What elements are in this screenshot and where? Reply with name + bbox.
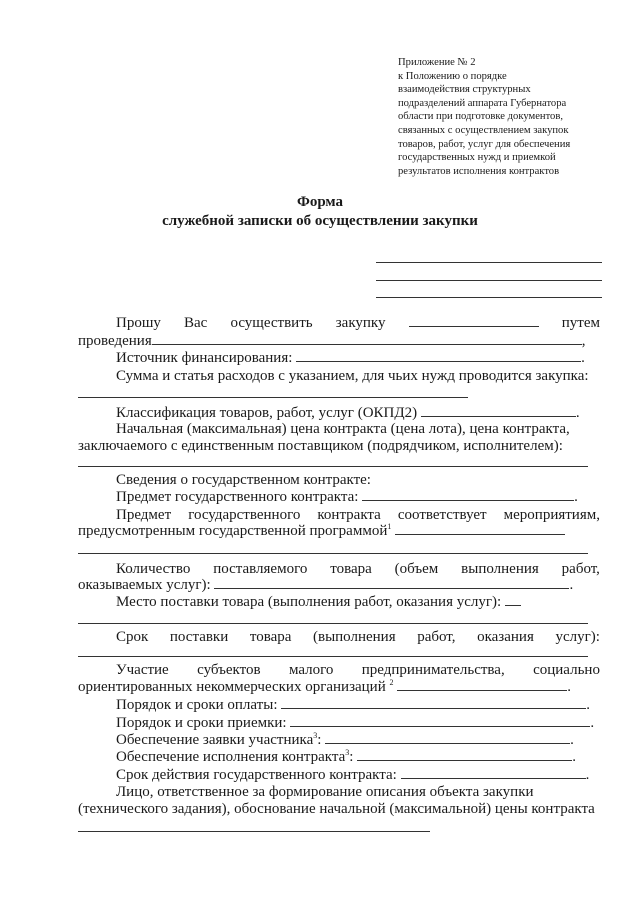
sme-participation-field[interactable] xyxy=(397,678,567,691)
appendix-line: области при подготовке документов, xyxy=(398,111,564,123)
appendix-line: Приложение № 2 xyxy=(398,57,476,68)
participation-word: субъектов xyxy=(197,662,261,678)
appendix-line: связанных с осуществлением закупок xyxy=(398,124,569,136)
quantity-word: Количество xyxy=(116,561,191,577)
responsible-line: Лицо, ответственное за формирование описания объекта закупки xyxy=(116,784,534,800)
corresponds-word: государственного xyxy=(188,507,301,523)
contract-subject-label: Предмет государственного контракта: xyxy=(116,489,359,505)
funding-source-label: Источник финансирования: xyxy=(116,350,293,366)
contract-security-field[interactable] xyxy=(357,748,572,761)
okpd2-field[interactable] xyxy=(421,404,576,417)
program-field[interactable] xyxy=(395,522,565,535)
program-label: предусмотренным государственной программой xyxy=(78,523,388,539)
term-word: услуг): xyxy=(555,629,600,645)
noncommercial-label: ориентированных некоммерческих организаций xyxy=(78,679,386,695)
appendix-line: взаимодействия структурных xyxy=(398,84,531,96)
acceptance-terms-label: Порядок и сроки приемки: xyxy=(116,715,287,731)
contract-info-heading: Сведения о государственном контракте: xyxy=(116,472,371,488)
footnote-mark: 3 xyxy=(345,748,350,757)
quantity-word: поставляемого xyxy=(213,561,308,577)
contract-security-line: Обеспечение исполнения контракта$^3$: . xyxy=(116,748,576,765)
conduct-label: проведения xyxy=(78,333,152,349)
request-word: путем xyxy=(561,315,600,331)
delivery-place-label: Место поставки товара (выполнения работ, оказания услуг): xyxy=(116,594,502,610)
request-word: закупку xyxy=(335,315,386,331)
program-line xyxy=(78,522,600,540)
services-line: оказываемых услуг): . xyxy=(78,577,574,593)
appendix-line: товаров, работ, услуг для обеспечения xyxy=(398,138,571,150)
funding-source-field[interactable] xyxy=(296,349,581,362)
request-word: Вас xyxy=(184,315,208,331)
contract-subject-line: Предмет государственного контракта: . xyxy=(116,489,578,505)
footnote-mark: 2 xyxy=(389,678,394,687)
responsible-line: (технического задания), обоснование начальной (максимальной) цены контракта xyxy=(78,801,595,817)
term-word: (выполнения xyxy=(313,629,396,645)
payment-terms-field[interactable] xyxy=(281,696,586,709)
funding-line: Источник финансирования: . xyxy=(116,350,585,366)
initial-price-line: Начальная (максимальная) цена контракта (цена лота), цена контракта, xyxy=(116,421,570,437)
term-word: оказания xyxy=(477,629,534,645)
bid-security-label: Обеспечение заявки участника xyxy=(116,732,314,748)
appendix-line: к Положению о порядке xyxy=(398,70,507,82)
participation-word: малого xyxy=(288,662,334,678)
conduct-line: проведения , xyxy=(78,333,586,349)
request-word: осуществить xyxy=(230,315,313,331)
bid-security-line: Обеспечение заявки участника$^3$: . xyxy=(116,731,574,748)
appendix-line: результатов исполнения контрактов xyxy=(398,165,560,177)
acceptance-terms-field[interactable] xyxy=(290,714,590,727)
responsible-person-field[interactable] xyxy=(78,831,430,832)
appendix-line: подразделений аппарата Губернатора xyxy=(398,97,567,109)
contract-validity-line: Срок действия государственного контракта: . xyxy=(116,767,590,783)
corresponds-word: контракта xyxy=(317,507,381,523)
services-label: оказываемых услуг): xyxy=(78,577,211,593)
classification-label: Классификация товаров, работ, услуг (ОКПД2) xyxy=(116,405,418,421)
classification-line: Классификация товаров, работ, услуг (ОКПД2) . xyxy=(116,405,580,421)
acceptance-line: Порядок и сроки приемки: . xyxy=(116,715,595,731)
program-field-continued[interactable] xyxy=(78,553,588,554)
contract-validity-field[interactable] xyxy=(401,766,586,779)
corresponds-word: мероприятиям, xyxy=(503,507,600,523)
amount-field[interactable] xyxy=(78,397,468,398)
addressee-line[interactable] xyxy=(376,262,602,263)
initial-price-line: заключаемого с единственным поставщиком (подрядчиком, исполнителем): xyxy=(78,438,563,454)
addressee-line[interactable] xyxy=(376,280,602,281)
delivery-place-field-continued[interactable] xyxy=(78,623,588,624)
corresponds-word: соответствует xyxy=(397,507,487,523)
request-line xyxy=(116,314,600,332)
delivery-place-line xyxy=(116,593,638,611)
request-word: Прошу xyxy=(116,315,161,331)
procurement-method-field[interactable] xyxy=(152,332,582,345)
term-word: Срок xyxy=(116,629,149,645)
contract-security-label: Обеспечение исполнения контракта xyxy=(116,749,346,765)
payment-terms-label: Порядок и сроки оплаты: xyxy=(116,697,278,713)
delivery-place-field[interactable] xyxy=(505,593,521,606)
contract-validity-label: Срок действия государственного контракта: xyxy=(116,767,397,783)
footnote-mark: 1 xyxy=(387,522,392,531)
quantity-field[interactable] xyxy=(214,576,569,589)
term-word: работ, xyxy=(417,629,456,645)
contract-subject-field[interactable] xyxy=(362,488,574,501)
noncommercial-line: ориентированных некоммерческих организаций $^2$ . xyxy=(78,678,571,695)
participation-line xyxy=(116,661,600,679)
appendix-line: государственных нужд и приемкой xyxy=(398,152,556,164)
purchase-object-field[interactable] xyxy=(409,314,539,327)
footnote-mark: 3 xyxy=(313,731,318,740)
term-field[interactable] xyxy=(78,656,588,657)
appendix-note xyxy=(398,56,623,178)
initial-price-field[interactable] xyxy=(78,466,588,467)
quantity-word: (объем xyxy=(394,561,439,577)
form-title: Форма xyxy=(296,194,344,210)
bid-security-field[interactable] xyxy=(325,731,570,744)
participation-word: Участие xyxy=(116,662,169,678)
participation-word: предпринимательства, xyxy=(361,662,505,678)
participation-word: социально xyxy=(533,662,600,678)
quantity-word: выполнения xyxy=(461,561,539,577)
term-line xyxy=(116,628,600,646)
term-word: товара xyxy=(249,629,292,645)
quantity-word: работ, xyxy=(561,561,600,577)
addressee-line[interactable] xyxy=(376,297,602,298)
corresponds-word: Предмет xyxy=(116,507,172,523)
payment-line: Порядок и сроки оплаты: . xyxy=(116,697,590,713)
form-subtitle: служебной записки об осуществлении закупки xyxy=(162,213,478,229)
amount-line: Сумма и статья расходов с указанием, для чьих нужд проводится закупка: xyxy=(116,368,589,384)
quantity-word: товара xyxy=(330,561,372,577)
term-word: поставки xyxy=(169,629,229,645)
